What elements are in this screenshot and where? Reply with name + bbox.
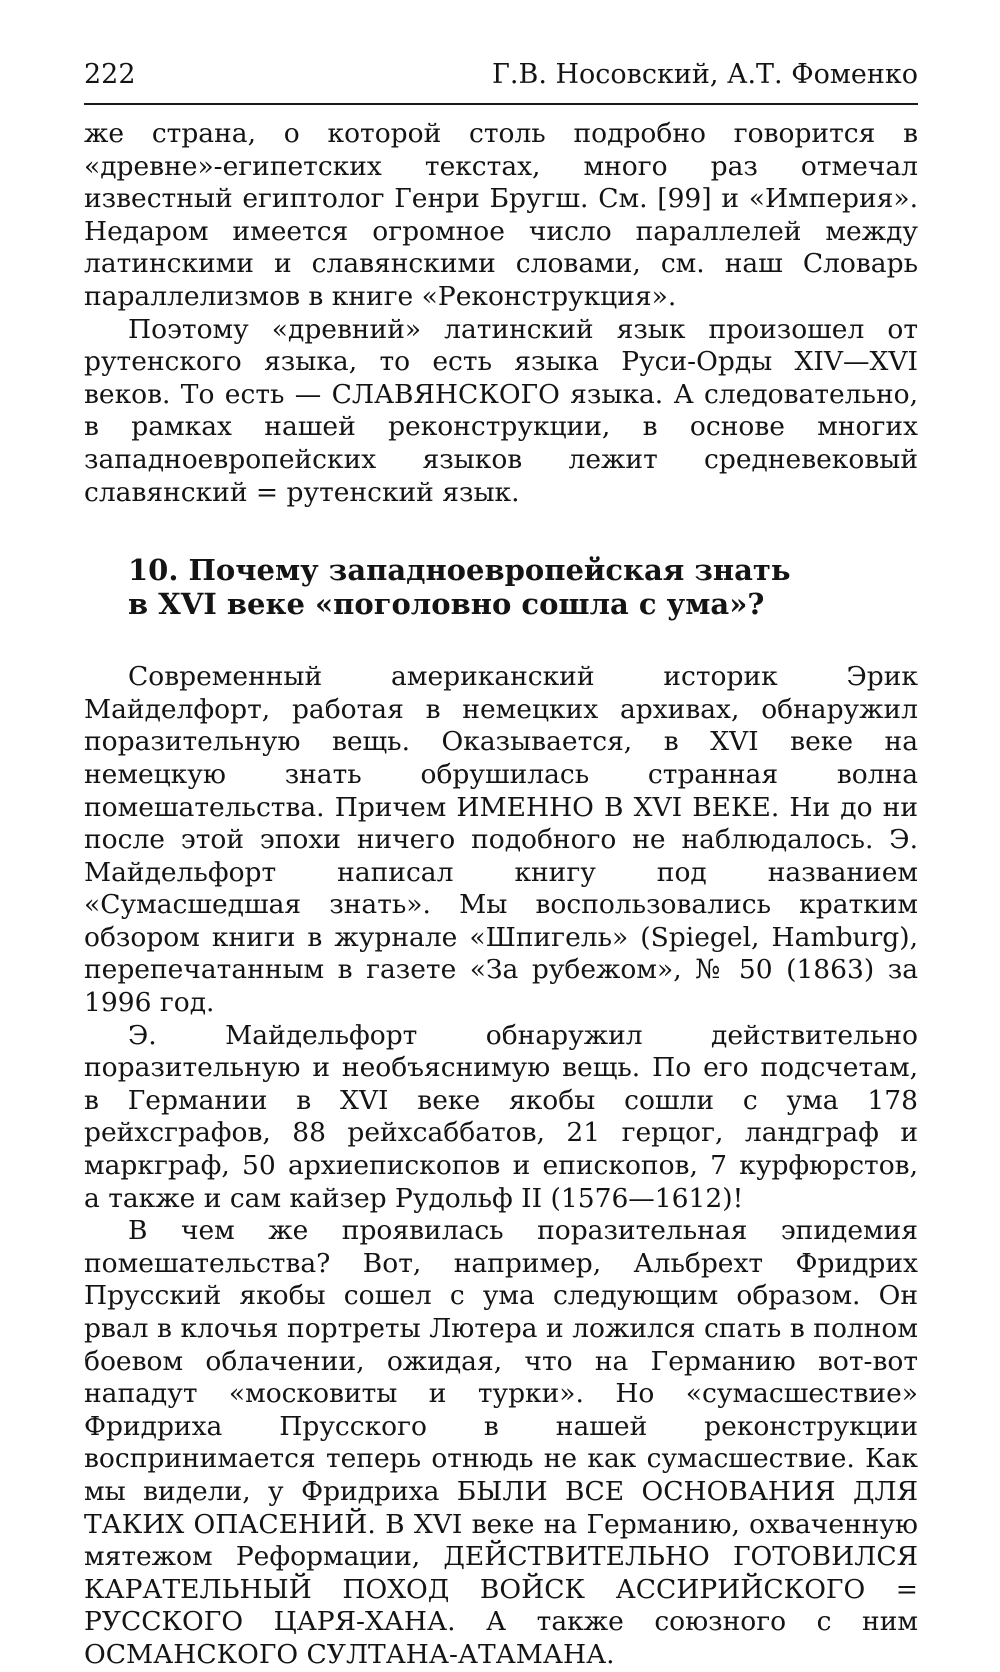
running-header <box>84 58 918 92</box>
section-heading-line: в XVI веке «поголовно сошла с ума»? <box>128 587 765 622</box>
page-body <box>84 118 918 1672</box>
page-number: 222 <box>84 59 136 90</box>
paragraph: Современный американский историк Эрик Майделфорт, работая в немецких архивах, обнаружил поразительную вещь. Оказывается, в XVI веке на немецкую знать обрушилась странная волна помешательства. Причем ИМЕННО В XVI ВЕКЕ. Ни до ни после этой эпохи ничего подобного не наблюдалось. Э. Майдельфорт написал книгу под названием «Сумасшедшая знать». Мы воспользовались кратким обзором книги в журнале «Шпигель» (Spiegel, Hamburg), перепечатанным в газете «За рубежом», № 50 (1863) за 1996 год. <box>84 661 918 1019</box>
header-rule <box>84 103 918 105</box>
paragraph: Поэтому «древний» латинский язык произошел от рутенского языка, то есть языка Руси-Орды XIV—XVI веков. То есть — СЛАВЯНСКОГО языка. А следовательно, в рамках нашей реконструкции, в основе многих западноевропейских языков лежит средневековый славянский = рутенский язык. <box>84 313 918 508</box>
running-title: Г.В. Носовский, А.Т. Фоменко <box>492 59 918 90</box>
paragraph: Э. Майдельфорт обнаружил действительно поразительную и необъяснимую вещь. По его подсчетам, в Германии в XVI веке якобы сошли с ума 178 рейхсграфов, 88 рейхсаббатов, 21 герцог, ландграф и маркграф, 50 архиепископов и епископов, 7 курфюрстов, а также и сам кайзер Рудольф II (1576—1612)! <box>84 1019 918 1214</box>
paragraph: же страна, о которой столь подробно говорится в «древне»-египетских текстах, много раз отмечал известный египтолог Генри Бругш. См. [99] и «Империя». Недаром имеется огромное число параллелей между латинскими и славянскими словами, см. наш Словарь параллелизмов в книге «Реконструкция». <box>84 118 918 312</box>
section-heading-line: 10. Почему западноевропейская знать <box>128 553 791 588</box>
section-heading <box>128 553 918 621</box>
paragraph: В чем же проявилась поразительная эпидемия помешательства? Вот, например, Альбрехт Фридрих Прусский якобы сошел с ума следующим образом. Он рвал в клочья портреты Лютера и ложился спать в полном боевом облачении, ожидая, что на Германию вот-вот нападут «московиты и турки». Но «сумасшествие» Фридриха Прусского в нашей реконструкции воспринимается теперь отнюдь не как сумасшествие. Как мы видели, у Фридриха БЫЛИ ВСЕ ОСНОВАНИЯ ДЛЯ ТАКИХ ОПАСЕНИЙ. В XVI веке на Германию, охваченную мятежом Реформации, ДЕЙСТВИТЕЛЬНО ГОТОВИЛСЯ КАРАТЕЛЬНЫЙ ПОХОД ВОЙСК АССИРИЙСКОГО = РУССКОГО ЦАРЯ-ХАНА. А также союзного с ним ОСМАНСКОГО СУЛТАНА-АТАМАНА. <box>84 1215 918 1670</box>
